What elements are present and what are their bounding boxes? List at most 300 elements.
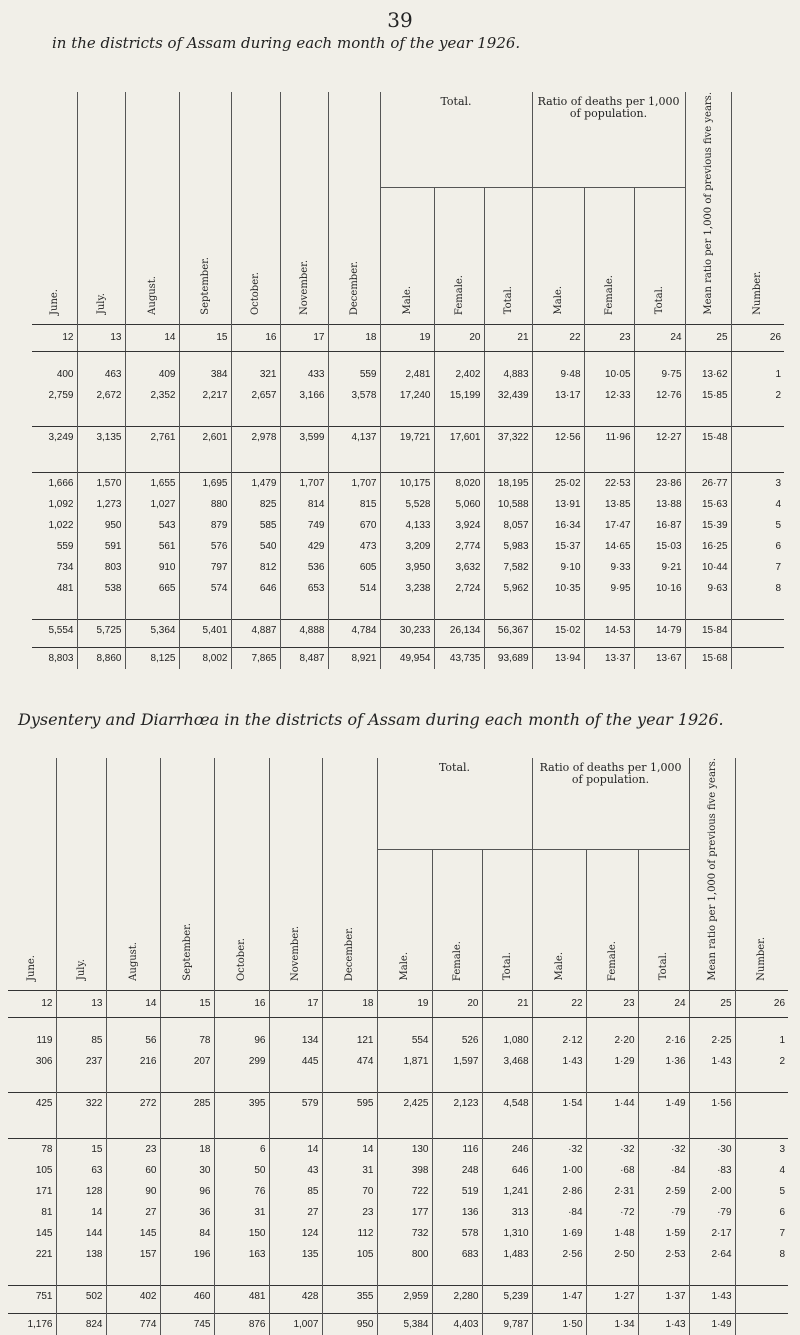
table-cell: 519 bbox=[432, 1181, 482, 1202]
table-cell: 395 bbox=[214, 1092, 269, 1114]
table-cell: 3,924 bbox=[434, 515, 484, 536]
table-cell: 1,241 bbox=[482, 1181, 532, 1202]
table-cell: 355 bbox=[322, 1285, 377, 1307]
table-cell: 670 bbox=[328, 515, 380, 536]
table-cell: 1,273 bbox=[77, 494, 125, 515]
column-number: 21 bbox=[482, 990, 532, 1017]
table-cell: 3 bbox=[735, 1138, 788, 1160]
table-cell: 10,588 bbox=[484, 494, 532, 515]
table-cell: 2 bbox=[775, 389, 782, 401]
table-cell: 526 bbox=[432, 1030, 482, 1051]
table-cell: 56,367 bbox=[484, 619, 532, 641]
column-number: 24 bbox=[634, 324, 685, 351]
table-cell: 578 bbox=[432, 1223, 482, 1244]
subtotal-row bbox=[32, 426, 784, 448]
table-cell: 2·00 bbox=[689, 1181, 735, 1202]
table-cell: 1·27 bbox=[586, 1285, 638, 1307]
table-cell: 474 bbox=[322, 1051, 377, 1072]
table-cell: 216 bbox=[106, 1051, 160, 1072]
table-cell: 9,787 bbox=[482, 1313, 532, 1335]
table-cell: 25·02 bbox=[532, 472, 584, 494]
table-cell: 121 bbox=[322, 1030, 377, 1051]
table-cell: 237 bbox=[56, 1051, 106, 1072]
table-cell: 879 bbox=[179, 515, 231, 536]
table-cell: 12·56 bbox=[532, 426, 584, 448]
table-cell: 13·17 bbox=[532, 385, 584, 406]
table-cell: 2,601 bbox=[179, 426, 231, 448]
column-number: 13 bbox=[77, 324, 125, 351]
table-cell: 514 bbox=[328, 578, 380, 599]
table-cell: 4 bbox=[779, 1164, 786, 1176]
table-cell: 4,548 bbox=[482, 1092, 532, 1114]
table-cell: 1·43 bbox=[689, 1285, 735, 1307]
table-cell: 425 bbox=[8, 1092, 56, 1114]
table-cell: 574 bbox=[179, 578, 231, 599]
column-number: 25 bbox=[685, 324, 731, 351]
table-cell: 13·91 bbox=[532, 494, 584, 515]
table-cell: 81 bbox=[8, 1202, 56, 1223]
table-cell: 14·79 bbox=[634, 619, 685, 641]
table-cell: 3,249 bbox=[32, 426, 77, 448]
table-row bbox=[32, 578, 784, 599]
table-cell: 145 bbox=[106, 1223, 160, 1244]
table-cell: 1,022 bbox=[32, 515, 77, 536]
table-cell: 14 bbox=[322, 1138, 377, 1160]
table-cell: ·83 bbox=[689, 1160, 735, 1181]
table-cell: 2·25 bbox=[689, 1030, 735, 1051]
group-header-ratio: Ratio of deaths per 1,000 of population. bbox=[532, 92, 685, 187]
table-row bbox=[32, 557, 784, 578]
col-header: August. bbox=[146, 275, 158, 315]
table-cell: 4 bbox=[775, 498, 782, 510]
table-cell: 2,672 bbox=[77, 385, 125, 406]
table-cell: 2,774 bbox=[434, 536, 484, 557]
table-cell: 538 bbox=[77, 578, 125, 599]
table-cell: 825 bbox=[231, 494, 280, 515]
table-cell: 815 bbox=[328, 494, 380, 515]
table-cell: 1,570 bbox=[77, 472, 125, 494]
table-cell: 433 bbox=[280, 364, 328, 385]
table-cell: 8,057 bbox=[484, 515, 532, 536]
table-cell: 8,002 bbox=[179, 647, 231, 669]
table-cell: 646 bbox=[482, 1160, 532, 1181]
table-cell: 595 bbox=[322, 1092, 377, 1114]
table-cell: 70 bbox=[322, 1181, 377, 1202]
table-cell: 43,735 bbox=[434, 647, 484, 669]
subtotal-row bbox=[32, 619, 784, 641]
table-cell: 15·63 bbox=[685, 494, 731, 515]
table-cell: 502 bbox=[56, 1285, 106, 1307]
table-cell: 5,962 bbox=[484, 578, 532, 599]
table-cell: 2,280 bbox=[432, 1285, 482, 1307]
table-heading-top: in the districts of Assam during each month of the year 1926. bbox=[52, 34, 521, 52]
table-cell: 15·68 bbox=[685, 647, 731, 669]
col-header: Total. bbox=[658, 952, 670, 981]
table-cell: 2 bbox=[779, 1055, 786, 1067]
table-row bbox=[8, 1181, 788, 1202]
table-cell: 384 bbox=[179, 364, 231, 385]
table-row bbox=[32, 364, 784, 385]
col-header-mean-ratio: Mean ratio per 1,000 of previous five years. bbox=[706, 758, 718, 981]
table-cell: 4,403 bbox=[432, 1313, 482, 1335]
table-cell: 653 bbox=[280, 578, 328, 599]
table-cell: 463 bbox=[77, 364, 125, 385]
table-cell: 2,657 bbox=[231, 385, 280, 406]
column-number: 17 bbox=[269, 990, 322, 1017]
table-cell: 4,133 bbox=[380, 515, 434, 536]
table-cell: 745 bbox=[160, 1313, 214, 1335]
table-cell: 3,578 bbox=[328, 385, 380, 406]
table-cell: 1,080 bbox=[482, 1030, 532, 1051]
table-cell: 428 bbox=[269, 1285, 322, 1307]
table-cell: 17·47 bbox=[584, 515, 634, 536]
table-cell: 1,707 bbox=[280, 472, 328, 494]
table-cell bbox=[731, 426, 784, 448]
table-cell: 10·35 bbox=[532, 578, 584, 599]
table-cell: 150 bbox=[214, 1223, 269, 1244]
table-cell: 16·34 bbox=[532, 515, 584, 536]
table-cell: 3,238 bbox=[380, 578, 434, 599]
table-cell: 2,761 bbox=[125, 426, 179, 448]
table-cell: 3,599 bbox=[280, 426, 328, 448]
table-cell: 23 bbox=[106, 1138, 160, 1160]
table-cell: 3 bbox=[731, 472, 784, 494]
table-cell: 15·48 bbox=[685, 426, 731, 448]
table-cell: ·79 bbox=[689, 1202, 735, 1223]
table-cell: 17,240 bbox=[380, 385, 434, 406]
table-cell: 774 bbox=[106, 1313, 160, 1335]
table-cell: ·79 bbox=[638, 1202, 689, 1223]
table-cell: 13·94 bbox=[532, 647, 584, 669]
table-cell: 171 bbox=[8, 1181, 56, 1202]
table-cell: 732 bbox=[377, 1223, 432, 1244]
subtotal-row bbox=[8, 1285, 788, 1307]
table-cell: 2·31 bbox=[586, 1181, 638, 1202]
table-cell: 8,803 bbox=[32, 647, 77, 669]
table-cell: 4,883 bbox=[484, 364, 532, 385]
table-cell: 1·00 bbox=[532, 1160, 586, 1181]
table-cell: 285 bbox=[160, 1092, 214, 1114]
table-cell: 481 bbox=[32, 578, 77, 599]
table-cell: 16·87 bbox=[634, 515, 685, 536]
table-cell: 1,027 bbox=[125, 494, 179, 515]
table-cell: 177 bbox=[377, 1202, 432, 1223]
table-cell: 112 bbox=[322, 1223, 377, 1244]
table-cell: 78 bbox=[160, 1030, 214, 1051]
table-cell: 536 bbox=[280, 557, 328, 578]
table-cell: 3,135 bbox=[77, 426, 125, 448]
column-number: 18 bbox=[322, 990, 377, 1017]
table-cell: 12·33 bbox=[584, 385, 634, 406]
table-cell: 85 bbox=[56, 1030, 106, 1051]
table-cell: 2,481 bbox=[380, 364, 434, 385]
table-cell: 163 bbox=[214, 1244, 269, 1265]
table-cell: 803 bbox=[77, 557, 125, 578]
subtotal-row bbox=[8, 1092, 788, 1114]
column-number: 23 bbox=[586, 990, 638, 1017]
table-cell: 2·20 bbox=[586, 1030, 638, 1051]
table-cell: 683 bbox=[432, 1244, 482, 1265]
table-cell: 13·85 bbox=[584, 494, 634, 515]
table-cell: ·32 bbox=[638, 1138, 689, 1160]
table-cell: 32,439 bbox=[484, 385, 532, 406]
page-number: 39 bbox=[387, 8, 413, 32]
table-cell bbox=[735, 1313, 788, 1335]
table-cell: 5,060 bbox=[434, 494, 484, 515]
table-row bbox=[8, 1160, 788, 1181]
table-cell: 646 bbox=[231, 578, 280, 599]
table-cell: 3,632 bbox=[434, 557, 484, 578]
table-cell: 5,401 bbox=[179, 619, 231, 641]
column-number: 15 bbox=[179, 324, 231, 351]
table-cell: 8,921 bbox=[328, 647, 380, 669]
table-cell: 1·48 bbox=[586, 1223, 638, 1244]
table-cell: 1·34 bbox=[586, 1313, 638, 1335]
col-header: December. bbox=[348, 260, 360, 315]
table-cell: 5 bbox=[779, 1185, 786, 1197]
table-cell: ·72 bbox=[586, 1202, 638, 1223]
table-cell: 14 bbox=[269, 1138, 322, 1160]
col-header: June. bbox=[26, 954, 38, 981]
column-number: 20 bbox=[432, 990, 482, 1017]
table-cell: 14·53 bbox=[584, 619, 634, 641]
table-cell: 8,860 bbox=[77, 647, 125, 669]
table-cell: 84 bbox=[160, 1223, 214, 1244]
table-cell: 2,759 bbox=[32, 385, 77, 406]
table-cell: 1·29 bbox=[586, 1051, 638, 1072]
column-number: 22 bbox=[532, 324, 584, 351]
table-cell: 12·27 bbox=[634, 426, 685, 448]
table-cell: 1·43 bbox=[638, 1313, 689, 1335]
table-cell: 576 bbox=[179, 536, 231, 557]
col-header: Male. bbox=[552, 286, 564, 315]
column-number: 15 bbox=[160, 990, 214, 1017]
col-header: September. bbox=[181, 922, 193, 981]
table-cell: 9·21 bbox=[634, 557, 685, 578]
table-cell: 559 bbox=[328, 364, 380, 385]
table-cell: 124 bbox=[269, 1223, 322, 1244]
table-cell: 9·63 bbox=[685, 578, 731, 599]
col-header: Total. bbox=[502, 286, 514, 315]
table-cell: 63 bbox=[56, 1160, 106, 1181]
table-cell: 30 bbox=[160, 1160, 214, 1181]
col-header: Total. bbox=[654, 286, 666, 315]
table-cell: 144 bbox=[56, 1223, 106, 1244]
group-header-total: Total. bbox=[380, 92, 532, 187]
table-cell: 402 bbox=[106, 1285, 160, 1307]
table-cell: 60 bbox=[106, 1160, 160, 1181]
table-cell: 5,528 bbox=[380, 494, 434, 515]
table-cell: 1·43 bbox=[532, 1051, 586, 1072]
table-cell: 13·67 bbox=[634, 647, 685, 669]
table-cell: 26·77 bbox=[685, 472, 731, 494]
table-row bbox=[32, 536, 784, 557]
table-cell: 130 bbox=[377, 1138, 432, 1160]
col-header: Male. bbox=[399, 952, 410, 981]
table-cell: 105 bbox=[8, 1160, 56, 1181]
table-cell: 2,978 bbox=[231, 426, 280, 448]
table-cell: 579 bbox=[269, 1092, 322, 1114]
table-cell: 10·05 bbox=[584, 364, 634, 385]
table-cell: 2·64 bbox=[689, 1244, 735, 1265]
table-cell: 221 bbox=[8, 1244, 56, 1265]
table-cell: 2·50 bbox=[586, 1244, 638, 1265]
column-number: 23 bbox=[584, 324, 634, 351]
table-cell: 13·37 bbox=[584, 647, 634, 669]
table-cell: 1·56 bbox=[689, 1092, 735, 1114]
table-cell: 134 bbox=[269, 1030, 322, 1051]
table-cell: 15·85 bbox=[685, 385, 731, 406]
table-cell: 4,784 bbox=[328, 619, 380, 641]
table-cell: 2,724 bbox=[434, 578, 484, 599]
table-cell: 96 bbox=[160, 1181, 214, 1202]
table-cell: 93,689 bbox=[484, 647, 532, 669]
col-header: November. bbox=[298, 259, 310, 315]
table-cell: 15·37 bbox=[532, 536, 584, 557]
table-cell: 876 bbox=[214, 1313, 269, 1335]
table-cell: 3,950 bbox=[380, 557, 434, 578]
table-cell: 10·16 bbox=[634, 578, 685, 599]
table-cell: 90 bbox=[106, 1181, 160, 1202]
table-row bbox=[32, 472, 784, 494]
table-cell: 322 bbox=[56, 1092, 106, 1114]
table-cell: 5,554 bbox=[32, 619, 77, 641]
table-cell: 5,239 bbox=[482, 1285, 532, 1307]
column-number: 14 bbox=[125, 324, 179, 351]
table-cell: 10,175 bbox=[380, 472, 434, 494]
table-row bbox=[32, 494, 784, 515]
col-header: Male. bbox=[401, 286, 413, 315]
table-cell: 2,123 bbox=[432, 1092, 482, 1114]
table-cell: 313 bbox=[482, 1202, 532, 1223]
table-cell: 6 bbox=[775, 540, 782, 552]
table-cell: ·32 bbox=[586, 1138, 638, 1160]
column-number: 18 bbox=[328, 324, 380, 351]
table-cell: 1,176 bbox=[8, 1313, 56, 1335]
table-cell: 2·12 bbox=[532, 1030, 586, 1051]
table-cell: 7 bbox=[779, 1227, 786, 1239]
table-cell: 749 bbox=[280, 515, 328, 536]
table-cell: 1·49 bbox=[638, 1092, 689, 1114]
table-cell: 1,597 bbox=[432, 1051, 482, 1072]
table-cell: 16·25 bbox=[685, 536, 731, 557]
column-number: 16 bbox=[214, 990, 269, 1017]
table-cell: 14·65 bbox=[584, 536, 634, 557]
table-cell: 196 bbox=[160, 1244, 214, 1265]
table-cell: 2·17 bbox=[689, 1223, 735, 1244]
table-cell: 554 bbox=[377, 1030, 432, 1051]
column-number: 25 bbox=[689, 990, 735, 1017]
table-cell: 306 bbox=[8, 1051, 56, 1072]
table-row bbox=[8, 1138, 788, 1160]
table-cell: 9·95 bbox=[584, 578, 634, 599]
table-cell: 2,217 bbox=[179, 385, 231, 406]
table-cell: 1,695 bbox=[179, 472, 231, 494]
table-cell: 797 bbox=[179, 557, 231, 578]
table-cell: 36 bbox=[160, 1202, 214, 1223]
table-cell: ·32 bbox=[532, 1138, 586, 1160]
col-header: July. bbox=[75, 959, 87, 981]
col-header: Female. bbox=[453, 274, 465, 315]
table-cell: 15·02 bbox=[532, 619, 584, 641]
table-cell: 321 bbox=[231, 364, 280, 385]
table-cell: ·68 bbox=[586, 1160, 638, 1181]
table-cell: 591 bbox=[77, 536, 125, 557]
table-cell: 207 bbox=[160, 1051, 214, 1072]
table-cell: 1·69 bbox=[532, 1223, 586, 1244]
table-cell: 15 bbox=[56, 1138, 106, 1160]
table-cell: 2·59 bbox=[638, 1181, 689, 1202]
table-cell: 15·84 bbox=[685, 619, 731, 641]
col-header: September. bbox=[199, 256, 211, 315]
table-cell: 11·96 bbox=[584, 426, 634, 448]
table-cell: 27 bbox=[106, 1202, 160, 1223]
dysentery-statistics-table bbox=[8, 758, 788, 1335]
table-cell: 481 bbox=[214, 1285, 269, 1307]
table-cell: 1·43 bbox=[689, 1051, 735, 1072]
column-number: 22 bbox=[532, 990, 586, 1017]
table-cell: 22·53 bbox=[584, 472, 634, 494]
table-cell: 910 bbox=[125, 557, 179, 578]
table-cell: 3,468 bbox=[482, 1051, 532, 1072]
col-header: December. bbox=[344, 926, 355, 981]
table-row bbox=[8, 1202, 788, 1223]
col-header: July. bbox=[95, 293, 107, 315]
col-header-number: Number. bbox=[756, 936, 768, 981]
table-cell: 8,125 bbox=[125, 647, 179, 669]
table-row bbox=[32, 515, 784, 536]
table-cell: 76 bbox=[214, 1181, 269, 1202]
table-cell: 2·53 bbox=[638, 1244, 689, 1265]
col-header: Male. bbox=[553, 952, 565, 981]
table-cell: 26,134 bbox=[434, 619, 484, 641]
col-header: August. bbox=[127, 941, 139, 981]
table-cell: 18,195 bbox=[484, 472, 532, 494]
table-row bbox=[8, 1244, 788, 1265]
table-cell: 6 bbox=[779, 1206, 786, 1218]
table-cell: 56 bbox=[106, 1030, 160, 1051]
table-cell: 1 bbox=[779, 1034, 786, 1046]
table-cell: 559 bbox=[32, 536, 77, 557]
table-cell: 138 bbox=[56, 1244, 106, 1265]
column-number: 19 bbox=[380, 324, 434, 351]
table-cell: 9·33 bbox=[584, 557, 634, 578]
table-cell: 1·47 bbox=[532, 1285, 586, 1307]
table-cell: 136 bbox=[432, 1202, 482, 1223]
table-cell bbox=[731, 619, 784, 641]
table-cell: 1·59 bbox=[638, 1223, 689, 1244]
column-number: 21 bbox=[484, 324, 532, 351]
column-number: 12 bbox=[32, 324, 77, 351]
table-row bbox=[32, 385, 784, 406]
table-cell: 1,655 bbox=[125, 472, 179, 494]
table-cell: 429 bbox=[280, 536, 328, 557]
table-cell: 814 bbox=[280, 494, 328, 515]
table-cell: ·30 bbox=[689, 1138, 735, 1160]
table-cell: 3,166 bbox=[280, 385, 328, 406]
table-cell: 19,721 bbox=[380, 426, 434, 448]
table-cell: 23 bbox=[322, 1202, 377, 1223]
column-number: 17 bbox=[280, 324, 328, 351]
table-cell: 1,310 bbox=[482, 1223, 532, 1244]
col-header: October. bbox=[250, 271, 261, 315]
table-cell: 1·36 bbox=[638, 1051, 689, 1072]
table-cell: 1,483 bbox=[482, 1244, 532, 1265]
table-cell: 5,725 bbox=[77, 619, 125, 641]
table-cell: 5,384 bbox=[377, 1313, 432, 1335]
column-number: 12 bbox=[8, 990, 56, 1017]
table-cell: 10·44 bbox=[685, 557, 731, 578]
